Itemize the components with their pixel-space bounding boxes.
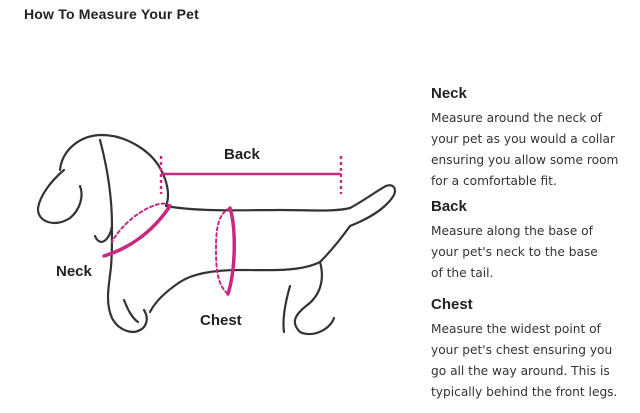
back-line: of the tail.	[431, 266, 494, 280]
chest-heading: Chest	[431, 296, 473, 313]
neck-heading: Neck	[431, 85, 467, 102]
neck-text	[431, 108, 631, 192]
chest-line: Measure the widest point of	[431, 322, 601, 336]
neck-line: ensuring you allow some room	[431, 153, 619, 167]
neck-label: Neck	[56, 263, 92, 280]
neck-line: your pet as you would a collar	[431, 132, 616, 146]
dog-belly-outline	[180, 226, 350, 282]
chest-text	[431, 319, 631, 403]
back-instruction	[431, 198, 631, 284]
back-line: Measure along the base of	[431, 224, 593, 238]
back-text	[431, 221, 631, 284]
dog-tail-outline	[350, 185, 395, 226]
chest-measure-loop	[216, 208, 234, 294]
back-label: Back	[224, 146, 260, 163]
dog-hind-leg-inner-outline	[283, 286, 290, 332]
page-title: How To Measure Your Pet	[24, 6, 199, 22]
neck-measure-loop	[104, 204, 170, 256]
dog-snout-outline	[95, 140, 112, 242]
dog-front-paw-outline	[124, 300, 138, 322]
dog-ear-outline	[38, 170, 82, 223]
neck-instruction	[431, 85, 631, 192]
neck-line: Measure around the neck of	[431, 111, 602, 125]
dog-front-leg-outline	[108, 275, 147, 332]
dog-front-leg-inner-outline	[150, 282, 180, 312]
back-line: your pet's neck to the base	[431, 245, 598, 259]
chest-instruction	[431, 296, 631, 403]
dog-hind-leg-outline	[295, 262, 334, 334]
dog-back-outline	[166, 206, 350, 211]
chest-line: your pet's chest ensuring you	[431, 343, 613, 357]
dog-head-outline	[60, 135, 168, 206]
chest-label: Chest	[200, 312, 242, 329]
chest-line: typically behind the front legs.	[431, 385, 618, 399]
neck-line: for a comfortable fit.	[431, 174, 557, 188]
chest-line: go all the way around. This is	[431, 364, 610, 378]
back-heading: Back	[431, 198, 467, 215]
